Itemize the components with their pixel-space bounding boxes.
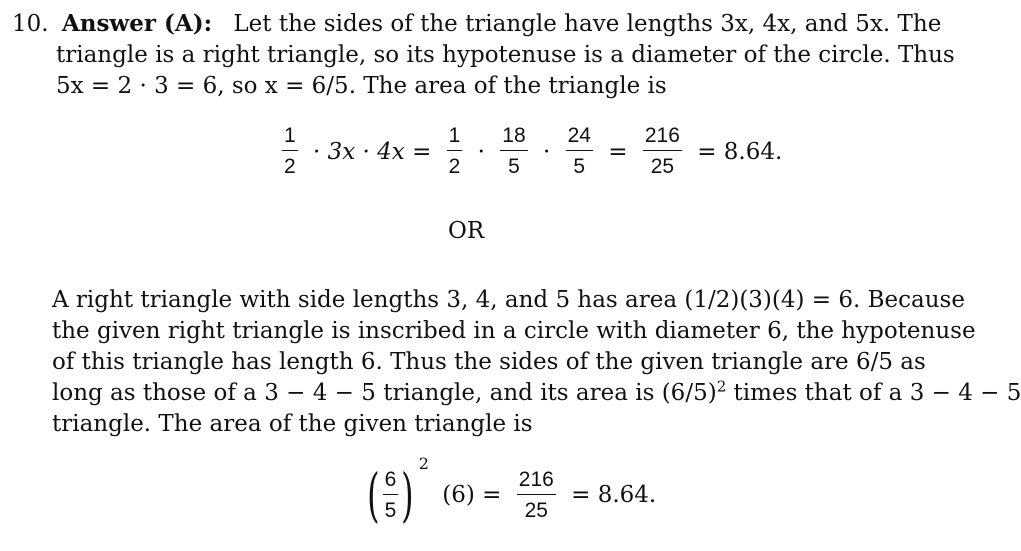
para1-line2-row — [56, 41, 955, 69]
para1-line2: triangle is a right triangle, so its hypotenuse is a diameter of the circle. Thus — [56, 42, 955, 68]
answer-label: Answer (A): — [61, 10, 213, 37]
para2-line1: A right triangle with side lengths 3, 4, and 5 has area (1/2)(3)(4) = 6. Because — [52, 287, 965, 313]
problem-number: 10. — [12, 11, 49, 37]
eq2-frac: $\frac{216}{25}$ — [518, 467, 554, 522]
para2-line4-exponent: 2 — [716, 377, 727, 396]
eq2-left-paren: ( — [367, 461, 380, 529]
eq1-frac-2: $\frac{18}{5}$ — [502, 124, 526, 178]
solution-header-line — [12, 10, 941, 38]
eq1-dot-2: · — [542, 138, 551, 165]
para2-line1-row — [52, 286, 965, 314]
para2-line4-a: long as those of a 3 − 4 − 5 triangle, and its area is (6/5) — [52, 380, 717, 406]
para1-line3: 5x = 2 · 3 = 6, so x = 6/5. The area of the triangle is — [56, 73, 667, 99]
eq1-equals: = — [608, 138, 628, 165]
para2-line5-row — [52, 410, 533, 438]
para2-line2-row — [52, 317, 976, 345]
eq2-exponent: 2 — [418, 454, 429, 473]
eq2-result: = 8.64. — [571, 482, 657, 508]
para2-line5: triangle. The area of the given triangle is — [52, 411, 533, 437]
equation-2 — [362, 454, 660, 529]
eq1-lhs-rest: · 3x · 4x = — [313, 138, 432, 165]
para1-line3-row — [56, 72, 667, 100]
para2-line2: the given right triangle is inscribed in a circle with diameter 6, the hypotenuse — [52, 318, 976, 344]
eq1-frac-half: $\frac{1}{2}$ — [284, 124, 296, 178]
para1-line1: Let the sides of the triangle have lengths 3x, 4x, and 5x. The — [233, 11, 942, 37]
eq1-dot-1: · — [477, 138, 485, 165]
eq2-paren-group — [362, 454, 429, 529]
or-separator: OR — [448, 218, 485, 244]
eq1-frac-4: $\frac{216}{25}$ — [644, 124, 680, 178]
equation-1 — [278, 124, 786, 179]
eq2-right-paren: ) — [401, 461, 414, 529]
eq2-paren-frac: $\frac{6}{5}$ — [384, 467, 397, 522]
para2-line3: of this triangle has length 6. Thus the sides of the given triangle are 6/5 as — [52, 349, 926, 375]
eq1-result: = 8.64. — [697, 138, 783, 165]
eq2-factor: (6) = — [442, 482, 502, 508]
para2-line4-row — [52, 379, 1021, 407]
eq1-frac-1: $\frac{1}{2}$ — [448, 124, 461, 178]
para2-line3-row — [52, 348, 926, 376]
eq1-frac-3: $\frac{24}{5}$ — [567, 124, 591, 178]
para2-line4-b: times that of a 3 − 4 − 5 — [726, 380, 1021, 406]
